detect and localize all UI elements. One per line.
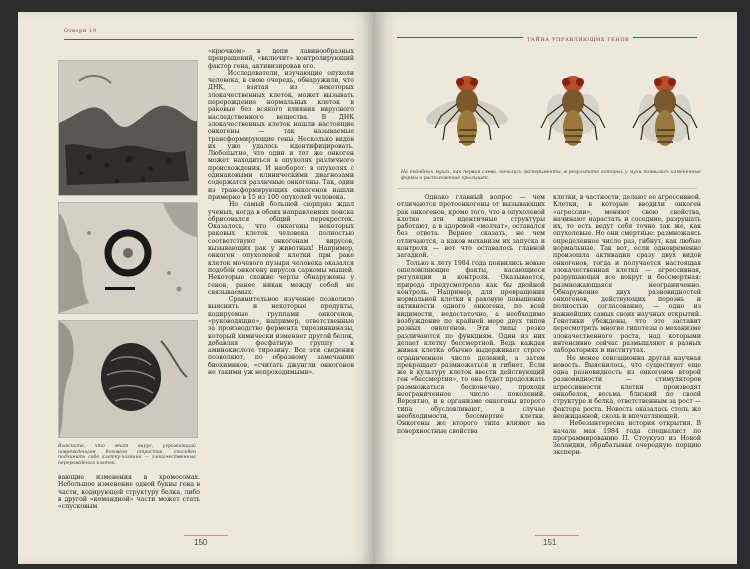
micrograph-middle bbox=[58, 202, 198, 314]
right-figure-caption: На подобных мухах, как первая слева, начались эксперименты, в результате которых у мухи появились измененные формы и расположение крылышек. bbox=[401, 170, 701, 181]
left-folio-rule bbox=[184, 535, 228, 536]
right-page-left-column: Однако главный вопрос — чем отличаются протоонкогены от вызывающих рак онкогенов, кроме того, что в опухолевой клетке эти идентичные структуры работают, а в здоровой «молчат», оставался без ответа. Вернее сказать, не чем отличаются, а каков механизм их запуска и контроля — вот что оставалось главной загадкой. Только к лету 1984 года появились новые ошеломляющие факты, касающиеся регуляции и контроля. Оказывается, природа предусмотрела как бы двойной контроль. Например, для превращения нормальной клетки в раковую повышение активности одного онкогена, по всей видимости, недостаточно, а необходимо возбуждение по крайней мере двух типов разных онкогенов. Эти типы резко различаются по функциям. Один из них делает клетку бессмертной. Ведь каждая живая клетка обычно выдерживает строго ограниченное число делений, а затем прекращает размножаться и гибнет. Если же в культуру клеток ввести действующий ген «бессмертия», то она будет продолжать размножаться бесконечно, проходя неограниченное число поколений. Вероятно, и в организме онкогены второго типа обусловливают, в случае необходимости, бессмертие клетки. Онкогены же второго типа влияют на поверхностные свойства bbox=[397, 194, 545, 435]
fly-illustration-3 bbox=[617, 66, 713, 162]
right-page-number: 151 bbox=[543, 538, 557, 547]
left-figure-caption: Выясните, что этот вирус, угрожающий повреждениям бокового отростка, способен подчинить себе клетку-хозяина — злокачественные перерождения клеток. bbox=[58, 444, 196, 466]
right-running-head: ТАЙНА УПРАВЛЯЮЩИХ ГЕНОВ bbox=[523, 37, 633, 43]
micrograph-top bbox=[58, 60, 198, 196]
left-page-number: 150 bbox=[194, 538, 208, 547]
micrograph-bottom bbox=[58, 320, 198, 438]
left-running-head: Отвори 19 bbox=[64, 28, 97, 34]
left-page-bottom-text: вающие изменения в хромосомах. Небольшое изменение одной буквы гена в части, кодирующей структуру белка, либо в другой «командной» части может стать «спусковым bbox=[58, 474, 202, 511]
caption-divider bbox=[397, 188, 697, 189]
left-head-rule bbox=[64, 39, 354, 40]
left-page-right-column: «крючком» в цепи лавинообразных превращений, «включит» контролирующий фактор гена, активизировав его. Исследователи, изучающие опухоли человека, в свою очередь, обнаружили, что ДНК, взятая из некоторых злокачественных клеток, может вызывать перерождение нормальных клеток в раковые без всякого влияния вирусного наследственного вещества. В ДНК злокачественных клеток нашли настоящие онкогены — так называемые трансформирующие гены. Несколько видов их уже удалось идентифицировать. Любопытно, что один и тот же онкоген может находиться в опухолях различного происхождения. И наоборот: в опухолях с одинаковыми клиническими диагнозами содержатся различные онкогены. Так, один из трансформирующих онкогенов нашли примерно в 15 из 100 опухолей человека. Но самый большой сюрприз ждал ученых, когда в обоих направлениях поиска обрисовался общий перекресток. Оказалось, что онкогены некоторых раковых клеток человека полностью соответствуют онкогенам вирусов, вызывающих рак у животных! Например, онкоген опухолевой клетки при раке клеток мочевого пузыря человека оказался подобен онкогену вирусов саркомы мышей. Некоторые схожие черты обнаружены у генов, ранее никак между собой не связываемых. Сравнительное изучение позволило выяснить и некоторые продукты, кодируемые группами онкогенов, «руководящие», например, ответственные за производство фермента тирозинкиназы, который химически изменяет другой белок, добавляя фосфатную группу к аминокислоте тирозину. Все эти сведения позволяют, по образному замечанию биохимиков, «считать джунгли онкогенов не такими уж непроходимыми». bbox=[208, 48, 355, 377]
right-folio-rule bbox=[535, 535, 579, 536]
right-page bbox=[375, 12, 737, 564]
fly-illustration-1 bbox=[419, 66, 515, 162]
right-page-right-column: клетки, в частности, делают ее агрессивной. Клетки, в которые вводили онкоген «агрессии», меняют свою свойства, начинают нарастать и соседние, разрушать их, то есть ведут себя точно так же, как опухолевые. Но они смертные: размножаясь определенное число раз, гибнут, как любые нормальные. Так вот, если одновременно произошла активация сразу двух видов онкогенов, тогда и получается настоящая злокачественная клетка — агрессивная, разрушающая все вокруг и бессмертная: размножающаяся неограниченно. Обнаружение двух разновидностей онкогенов, действующих порознь и полностью согласованно, — одно из важнейших самых своих научных открытий. Генетики убеждены, что это заставит пересмотреть многие гипотезы о механизме злокачественного роста, над которыми интенсивно сейчас размышляют в разных лабораториях и институтах. Не менее сенсационна другая научная новость. Выяснилось, что существует еще одна разновидность из онкогенов второй разновидности — стимуляторов агрессивности клетки производят онкобелок, весьма близкий по своей структуре и белка, ответственным за рост — фактора роста. Новость оказалась столь же неожиданной, сколь и впечатляющей. Небезынтересна история открытия. В начале мая 1984 года специалист по программированию П. Стоукуэл из Новой Зеландии, обрабатывая очередную порцию экспери- bbox=[553, 194, 701, 457]
left-page bbox=[18, 12, 375, 564]
fly-illustration-2 bbox=[525, 66, 621, 162]
